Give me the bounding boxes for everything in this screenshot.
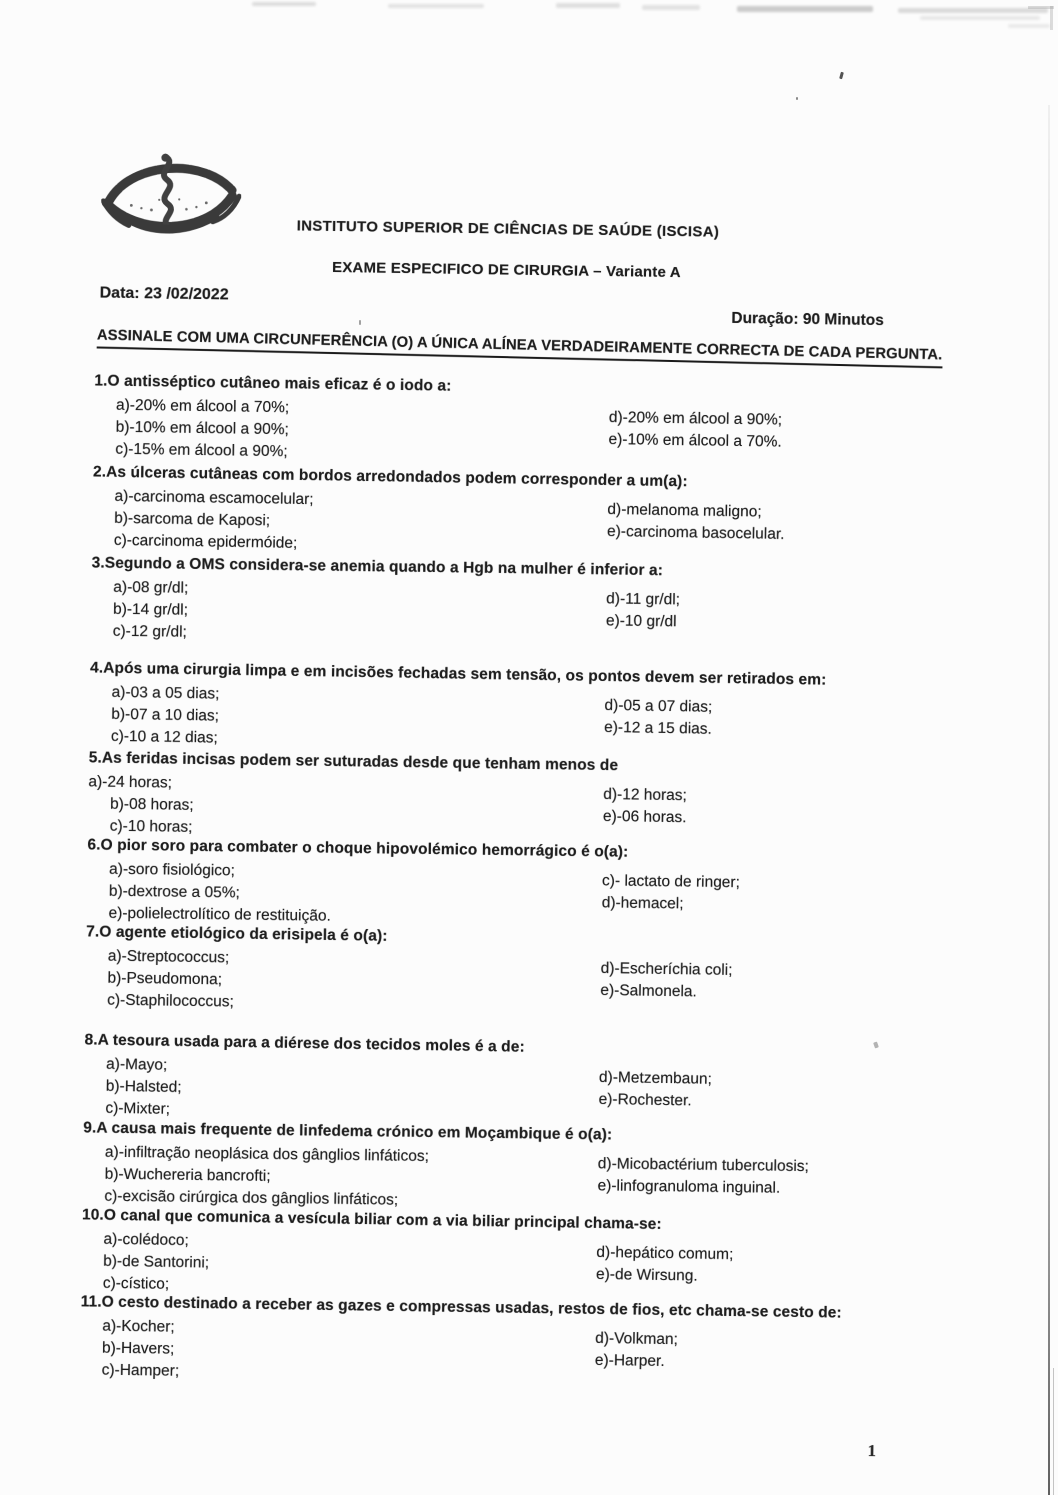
question-heading: 3.Segundo a OMS considera-se anemia quando a Hgb na mulher é inferior a:	[91, 554, 664, 580]
question-9	[82, 1116, 933, 1218]
option-a: a)-08 gr/dl;	[113, 578, 189, 597]
option-e: e)-10 gr/dl	[605, 612, 677, 631]
option-e: e)-06 horas.	[602, 808, 687, 827]
option-b: b)-sarcoma de Kaposi;	[114, 509, 271, 530]
question-heading: 4.Após uma cirurgia limpa e em incisões fechadas sem tensão, os pontos devem ser retirados em:	[89, 659, 827, 689]
option-a: a)-Kocher;	[102, 1317, 175, 1336]
option-b: b)-Havers;	[101, 1339, 175, 1358]
option-b: b)-14 gr/dl;	[112, 600, 189, 619]
option-e: e)-10% em álcool a 70%.	[608, 431, 782, 451]
option-c: c)-10 horas;	[109, 817, 193, 836]
option-c: c)-Mixter;	[105, 1099, 171, 1118]
caduceus-emblem-icon	[100, 147, 242, 242]
question-heading: 8.A tesoura usada para a diérese dos tecidos moles é a de:	[84, 1031, 525, 1056]
option-e: e)-Rochester.	[598, 1090, 692, 1110]
exam-date: Data: 23 /02/2022	[99, 284, 229, 304]
exam-duration: Duração: 90 Minutos	[731, 309, 884, 330]
option-e: e)-linfogranuloma inguinal.	[597, 1177, 781, 1197]
question-heading: 7.O agente etiológico da erisipela é o(a):	[86, 923, 388, 945]
scan-smudge	[898, 8, 1048, 13]
option-e: e)-Salmonela.	[600, 982, 697, 1001]
option-a: a)-soro fisiológico;	[109, 860, 236, 880]
option-c: c)-Hamper;	[101, 1361, 180, 1380]
option-d: d)-Micobactérium tuberculosis;	[597, 1155, 809, 1176]
option-a: a)-24 horas;	[88, 773, 173, 792]
exam-title: EXAME ESPECIFICO DE CIRURGIA – Variante A	[331, 258, 681, 282]
option-d: d)-melanoma maligno;	[607, 500, 762, 521]
option-e: e)-carcinoma basocelular.	[606, 522, 785, 543]
question-6	[86, 833, 937, 935]
question-4	[89, 656, 940, 761]
question-2	[92, 460, 943, 565]
option-c: c)- lactato de ringer;	[601, 872, 741, 892]
option-c: c)-Staphilococcus;	[107, 991, 234, 1011]
question-1	[93, 369, 944, 473]
option-e: e)-polielectrolítico de restituição.	[108, 904, 331, 925]
scan-smudge	[556, 3, 620, 8]
option-a: a)-carcinoma escamocelular;	[114, 487, 314, 509]
option-c: c)-12 gr/dl;	[112, 622, 187, 641]
option-e: e)-Harper.	[594, 1351, 665, 1371]
question-list	[80, 369, 945, 1393]
question-3	[91, 551, 942, 653]
option-a: a)-20% em álcool a 70%;	[115, 396, 290, 417]
option-b: b)-Wuchereria bancrofti;	[104, 1165, 271, 1185]
option-b: b)-08 horas;	[109, 795, 194, 814]
option-b: b)-de Santorini;	[103, 1252, 210, 1272]
exam-instruction: ASSINALE COM UMA CIRCUNFERÊNCIA (O) A ÚNICA ALÍNEA VERDADEIRAMENTE CORRECTA DE CADA PERGUNTA.	[97, 327, 943, 368]
option-c: c)-15% em álcool a 90%;	[115, 440, 288, 461]
page-number: 1	[867, 1441, 877, 1461]
option-d: d)-hepático comum;	[596, 1243, 734, 1264]
option-d: d)-Volkman;	[595, 1329, 679, 1349]
option-c: c)-excisão cirúrgica dos gânglios linfáticos;	[104, 1187, 399, 1209]
option-a: a)-Mayo;	[106, 1055, 168, 1074]
option-c: c)-carcinoma epidermóide;	[113, 531, 298, 552]
option-b: b)-07 a 10 dias;	[111, 705, 220, 725]
option-e: e)-12 a 15 dias.	[604, 718, 713, 738]
option-d: d)-Metzembaun;	[598, 1068, 712, 1088]
question-heading: 11.O cesto destinado a receber as gazes e compressas usadas, restos de fios, etc chama-se cesto de:	[80, 1293, 842, 1322]
option-d: d)-12 horas;	[603, 786, 687, 805]
option-d: d)-hemacel;	[601, 894, 684, 913]
option-d: d)-Escheríchia coli;	[600, 960, 733, 979]
option-b: b)-Pseudomona;	[107, 969, 223, 989]
option-d: d)-20% em álcool a 90%;	[608, 409, 783, 429]
option-c: c)-cístico;	[102, 1274, 170, 1293]
option-b: b)-Halsted;	[105, 1077, 182, 1096]
option-a: a)-Streptococcus;	[107, 947, 230, 967]
question-heading: 5.As feridas incisas podem ser suturadas desde que tenham menos de	[88, 749, 619, 775]
question-heading: 1.O antisséptico cutâneo mais eficaz é o iodo a:	[94, 372, 452, 395]
option-d: d)-05 a 07 dias;	[604, 696, 713, 716]
institute-name: INSTITUTO SUPERIOR DE CIÊNCIAS DE SAÚDE (ISCISA)	[296, 217, 720, 241]
question-heading: 6.O pior soro para combater o choque hipovolémico hemorrágico é o(a):	[87, 836, 629, 861]
question-7	[85, 920, 936, 1024]
option-a: a)-colédoco;	[103, 1230, 189, 1250]
option-a: a)-03 a 05 dias;	[111, 683, 220, 703]
question-heading: 10.O canal que comunica a vesícula biliar com a via biliar principal chama-se:	[81, 1206, 662, 1233]
question-heading: 2.As úlceras cutâneas com bordos arredondados podem corresponder a um(a):	[92, 463, 688, 491]
question-heading: 9.A causa mais frequente de linfedema crónico em Moçambique é o(a):	[83, 1119, 613, 1144]
option-e: e)-de Wirsung.	[595, 1265, 698, 1285]
option-b: b)-dextrose a 05%;	[108, 882, 240, 902]
option-d: d)-11 gr/dl;	[606, 590, 681, 609]
option-a: a)-infiltração neoplásica dos gânglios linfáticos;	[104, 1143, 430, 1166]
iscisa-logo	[100, 147, 242, 242]
option-c: c)-10 a 12 dias;	[110, 727, 218, 747]
scan-edge-line	[1053, 1368, 1054, 1495]
question-11	[80, 1290, 931, 1394]
option-b: b)-10% em álcool a 90%;	[115, 418, 289, 439]
